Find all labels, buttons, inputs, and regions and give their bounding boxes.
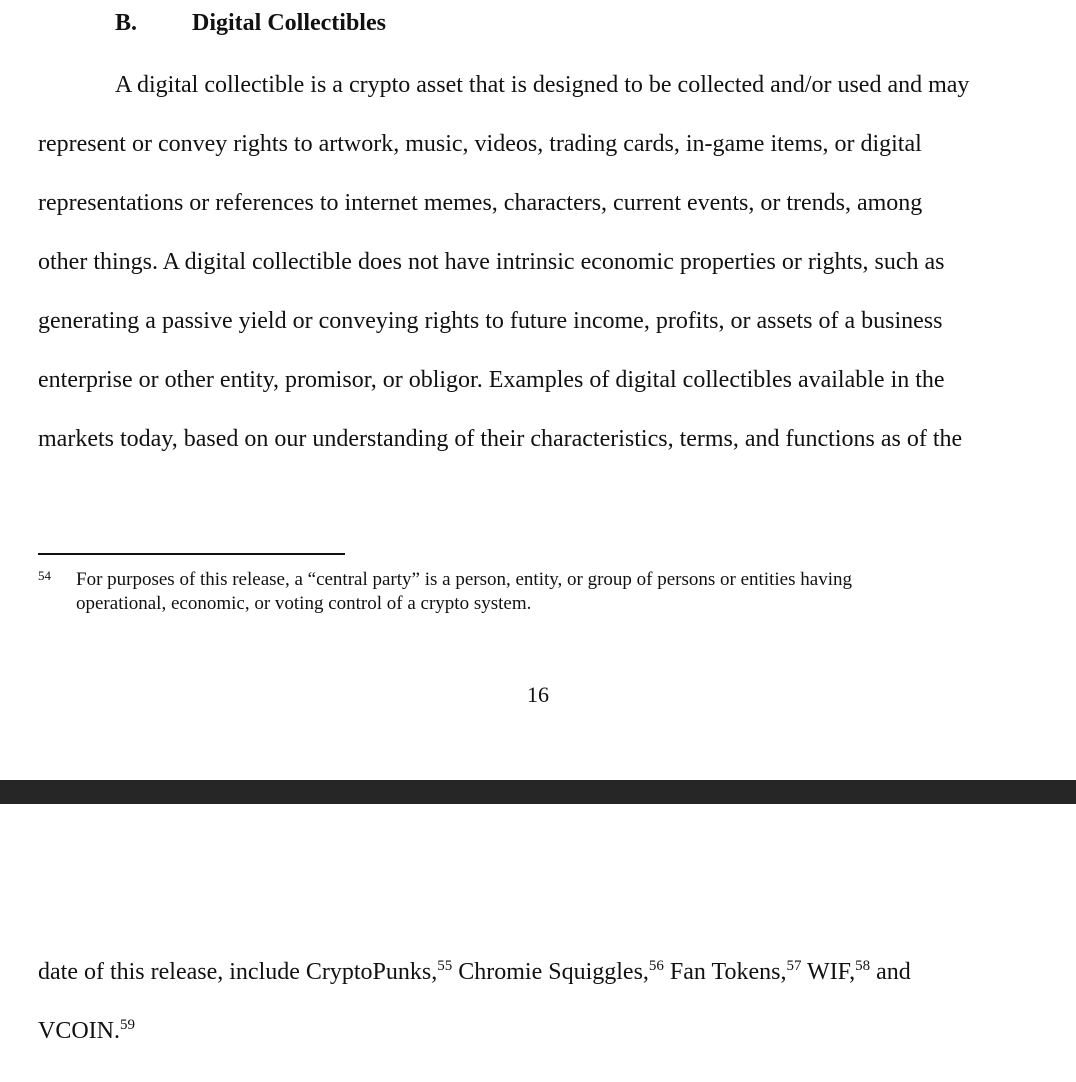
- page-17: [0, 804, 1076, 1082]
- body-text: WIF,: [801, 959, 856, 985]
- body-line: other things. A digital collectible does not have intrinsic economic properties or rights, such as: [38, 249, 945, 275]
- footnote-line: For purposes of this release, a “central party” is a person, entity, or group of persons or entities having: [76, 569, 852, 590]
- footnote-ref-59[interactable]: 59: [120, 1017, 135, 1033]
- footnote-divider: [38, 553, 345, 555]
- body-text: Chromie Squiggles,: [452, 959, 649, 985]
- body-text: date of this release, include CryptoPunks,: [38, 959, 438, 985]
- footnote-number: 54: [38, 568, 51, 583]
- footnote-ref-57[interactable]: 57: [786, 958, 802, 974]
- section-title: Digital Collectibles: [192, 10, 386, 36]
- body-text: VCOIN.: [38, 1018, 120, 1044]
- page-separator: [0, 780, 1076, 804]
- section-number: B.: [115, 10, 138, 36]
- body-line: enterprise or other entity, promisor, or obligor. Examples of digital collectibles available in the: [38, 367, 945, 393]
- body-line: representations or references to internet memes, characters, current events, or trends, among: [38, 190, 923, 216]
- body-text: Fan Tokens,: [663, 959, 787, 985]
- body-line: markets today, based on our understanding of their characteristics, terms, and functions as of the: [38, 426, 963, 452]
- footnote-ref-56[interactable]: 56: [648, 958, 664, 974]
- section-heading: [115, 10, 386, 37]
- footnote-line: operational, economic, or voting control of a crypto system.: [76, 593, 532, 614]
- body-line: [38, 1016, 135, 1046]
- body-line: generating a passive yield or conveying rights to future income, profits, or assets of a business: [38, 308, 943, 334]
- footnote-ref-58[interactable]: 58: [855, 958, 871, 974]
- body-line: A digital collectible is a crypto asset that is designed to be collected and/or used and may: [115, 72, 970, 98]
- body-line: represent or convey rights to artwork, music, videos, trading cards, in-game items, or digital: [38, 131, 922, 157]
- body-line: [38, 957, 911, 987]
- page-number: 16: [527, 682, 549, 707]
- body-text: and: [870, 959, 911, 985]
- footnote-ref-55[interactable]: 55: [437, 958, 453, 974]
